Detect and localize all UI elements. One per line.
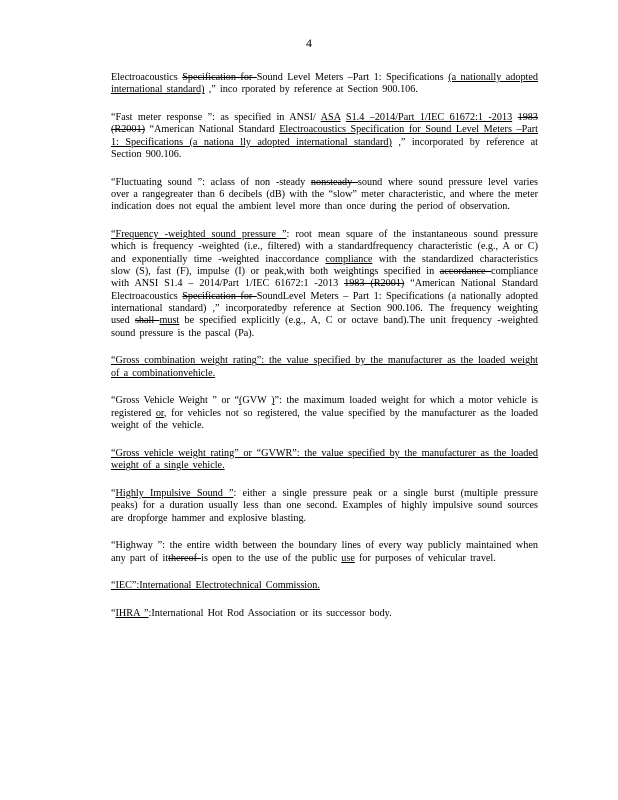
plain-text-run: ,” incorporated by reference at Section 900.106.	[111, 136, 538, 160]
plain-text-run: with the standardized characteristics slow (S), fast (F), impulse (I) or peak,with both weightings specified in	[111, 253, 538, 278]
struck-text-run: shall	[134, 315, 160, 327]
plain-text-run: “American National Standard	[144, 124, 280, 136]
definition-highway	[111, 540, 538, 565]
underlined-text-run: ASA	[320, 112, 341, 124]
definition-gross-vehicle-weight-rating	[111, 448, 538, 473]
definition-gross-vehicle-weight	[111, 395, 538, 432]
definition-electroacoustics-paragraph	[111, 72, 538, 97]
plain-text-run: Electroacoustics	[111, 72, 183, 83]
definition-highly-impulsive-sound	[111, 488, 538, 525]
plain-text-run: “	[111, 487, 116, 499]
struck-text-run: Specification for	[182, 72, 257, 83]
plain-text-run: : either a single pressure peak or a single burst (multiple pressure peaks) for a duration usually less than one second. Examples of highly impulsive sound sources are dropforge hammer and explosive blasting.	[111, 487, 538, 524]
plain-text-run: ,” inco rporated by reference at Section 900.106.	[204, 84, 418, 96]
plain-text-run: “	[111, 608, 116, 620]
plain-text-run: , for vehicles not so registered, the value specified by the manufacturer as the loaded weight of the vehicle.	[111, 407, 538, 432]
underlined-text-run: Electroacoustics Specification for Sound Level Meters –Part 1: Specifications (a nationa lly adopted international standard)	[111, 124, 538, 148]
underlined-text-run: (	[239, 395, 243, 407]
underlined-text-run: )	[271, 395, 275, 407]
struck-text-run: thereof	[168, 552, 202, 564]
underlined-text-run: or	[155, 407, 164, 419]
definition-fluctuating-sound	[111, 177, 538, 214]
plain-text-run: GVW	[242, 395, 272, 407]
plain-text-run: is open to the use of the public	[201, 552, 342, 564]
plain-text-run: “Gross Vehicle Weight ” or “	[111, 395, 239, 407]
struck-text-run: Specification for	[182, 290, 257, 302]
definition-ihra	[111, 608, 538, 620]
plain-text-run: : root mean square of the instantaneous sound pressure which is frequency -weighted (i.e., filtered) with a standardfrequency characteristic (e.g., A or C) and exponentially time -weighted inaccordance	[111, 229, 538, 265]
plain-text-run: “Highway ”: the entire width between the boundary lines of every way publicly maintained when any part of it	[111, 540, 538, 564]
underlined-text-run: Highly Impulsive Sound ”	[115, 487, 234, 499]
underlined-text-run: use	[341, 552, 355, 564]
underlined-text-run: IHRA ”	[115, 608, 149, 620]
underlined-text-run: “Gross combination weight rating”: the value specified by the manufacturer as the loaded weight of a combinationvehicle.	[111, 355, 538, 379]
plain-text-run: for purposes of vehicular travel.	[354, 552, 496, 564]
definition-fast-meter-response	[111, 112, 538, 161]
definitions-body	[111, 72, 538, 636]
underlined-text-run: “Frequency -weighted sound pressure ”	[111, 229, 287, 241]
page-number: 4	[306, 36, 312, 50]
definition-gross-combination-weight-rating	[111, 355, 538, 380]
plain-text-run: Sound Level Meters –Part 1: Specifications	[256, 72, 449, 83]
underlined-text-run: compliance	[325, 253, 373, 265]
plain-text-run: “Fluctuating sound ”: aclass of non -steady	[111, 176, 311, 188]
plain-text-run: ”: the maximum loaded weight for which a motor vehicle is registered	[111, 395, 539, 419]
underlined-text-run: must	[159, 315, 180, 327]
underlined-text-run: “Gross vehicle weight rating” or “GVWR”: the value specified by the manufacturer as the loaded weight of a single vehicle.	[111, 447, 538, 472]
underlined-text-run: (a nationally adopted international standard)	[111, 72, 539, 96]
definition-frequency-weighted-sound-pressure	[111, 229, 538, 340]
plain-text-run: sound where sound pressure level varies over a rangegreater than 6 decibels (dB) with the “slow” meter characteristic, and where the meter indication does not equal the ambient level more than once during the period of observation.	[111, 176, 538, 213]
plain-text-run: :International Hot Rod Association or its successor body.	[148, 608, 392, 620]
struck-text-run: nonsteady	[310, 176, 358, 188]
plain-text-run: SoundLevel Meters – Part 1: Specifications (a nationally adopted international standard) ,” incorporatedby reference at Section 900.106. The frequency weighting used	[111, 290, 538, 327]
plain-text-run: compliance with ANSI S1.4 – 2014/Part 1/IEC 61672:1 -2013	[111, 266, 538, 290]
plain-text-run: be specified explicitly (e.g., A, C or octave band).The unit frequency -weighted sound pressure is the pascal (Pa).	[111, 315, 539, 339]
struck-text-run: 1983 (R2001)	[111, 112, 538, 136]
underlined-text-run: “IEC”:International Electrotechnical Commission.	[111, 580, 320, 592]
plain-text-run: “Fast meter response ”: as specified in ANSI/	[111, 112, 321, 124]
definition-iec	[111, 580, 538, 592]
struck-text-run: accordance	[439, 266, 492, 278]
struck-text-run: 1983 (R2001)	[344, 278, 405, 290]
plain-text-run: “American National Standard Electroacoustics	[111, 278, 538, 302]
underlined-text-run: S1.4 –2014/Part 1/IEC 61672:1 -2013	[345, 112, 513, 124]
